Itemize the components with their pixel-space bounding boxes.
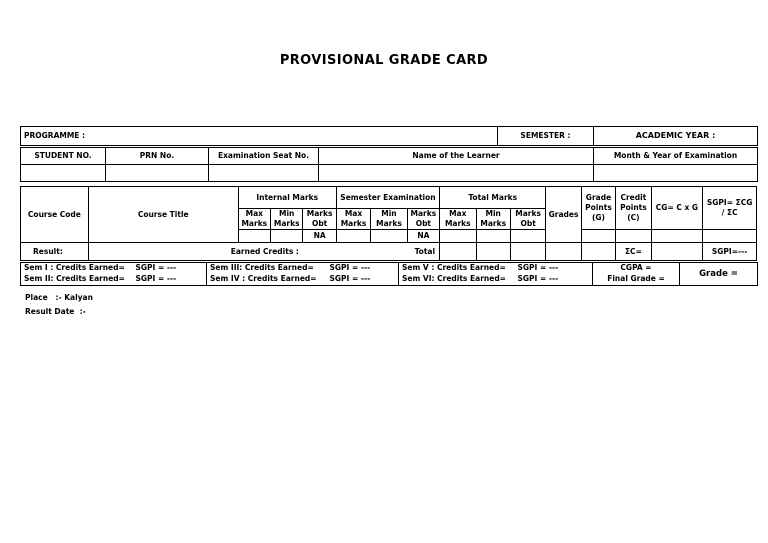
result-date-label: Result Date :- bbox=[25, 307, 86, 316]
internal-max-marks: Max Marks bbox=[238, 209, 270, 230]
month-year-value bbox=[594, 165, 758, 182]
total-cell-2 bbox=[476, 243, 510, 261]
student-info-table bbox=[20, 147, 758, 182]
semester-min-value bbox=[371, 230, 407, 243]
sem3-sgpi: SGPI = --- bbox=[327, 263, 399, 274]
sum-c-label: ΣC= bbox=[616, 243, 651, 261]
seat-no-header: Examination Seat No. bbox=[209, 148, 319, 165]
semester-na: NA bbox=[407, 230, 439, 243]
sem2-credits: Sem II: Credits Earned= bbox=[21, 274, 133, 286]
final-grade-label: Final Grade = bbox=[593, 274, 680, 286]
internal-min-value bbox=[271, 230, 303, 243]
credit-points-value bbox=[616, 230, 651, 243]
cg-value bbox=[651, 230, 703, 243]
grades-header: Grades bbox=[546, 187, 581, 243]
month-year-header: Month & Year of Examination bbox=[594, 148, 758, 165]
total-cell-1 bbox=[440, 243, 476, 261]
total-marks-header: Total Marks bbox=[440, 187, 546, 209]
grade-points-header: Grade Points (G) bbox=[581, 187, 615, 230]
sem2-sgpi: SGPI = --- bbox=[133, 274, 207, 286]
student-no-header: STUDENT NO. bbox=[21, 148, 106, 165]
seat-no-value bbox=[209, 165, 319, 182]
result-label: Result: bbox=[21, 243, 89, 261]
sum-cg-cell bbox=[651, 243, 703, 261]
semester-exam-header: Semester Examination bbox=[336, 187, 439, 209]
internal-na: NA bbox=[303, 230, 336, 243]
sem6-credits: Sem VI: Credits Earned= bbox=[399, 274, 515, 286]
course-title-header: Course Title bbox=[88, 187, 238, 243]
total-min-marks: Min Marks bbox=[476, 209, 510, 230]
learner-name-value bbox=[319, 165, 594, 182]
total-cell-3 bbox=[510, 243, 545, 261]
page-title: PROVISIONAL GRADE CARD bbox=[279, 53, 489, 68]
sem6-sgpi: SGPI = --- bbox=[515, 274, 593, 286]
course-code-header: Course Code bbox=[21, 187, 89, 243]
semester-max-value bbox=[336, 230, 370, 243]
total-cell-5 bbox=[581, 243, 615, 261]
sgpi-value: SGPI=--- bbox=[703, 243, 757, 261]
programme-row bbox=[20, 126, 758, 146]
total-max-marks: Max Marks bbox=[440, 209, 476, 230]
prn-no-value bbox=[106, 165, 209, 182]
total-obt-value bbox=[510, 230, 545, 243]
internal-marks-obt: Marks Obt bbox=[303, 209, 336, 230]
total-label: Total bbox=[303, 243, 440, 261]
internal-min-marks: Min Marks bbox=[271, 209, 303, 230]
sem4-credits: Sem IV : Credits Earned= bbox=[207, 274, 327, 286]
grade-points-value bbox=[581, 230, 615, 243]
sem1-credits: Sem I : Credits Earned= bbox=[21, 263, 133, 274]
total-cell-4 bbox=[546, 243, 581, 261]
semester-min-marks: Min Marks bbox=[371, 209, 407, 230]
semester-label: SEMESTER : bbox=[498, 127, 594, 146]
cgpa-label: CGPA = bbox=[593, 263, 680, 274]
total-min-value bbox=[476, 230, 510, 243]
sgpi-header: SGPI= ΣCG / ΣC bbox=[703, 187, 757, 230]
sem1-sgpi: SGPI = --- bbox=[133, 263, 207, 274]
sem3-credits: Sem III: Credits Earned= bbox=[207, 263, 327, 274]
programme-label: PROGRAMME : bbox=[21, 127, 498, 146]
earned-credits-label: Earned Credits : bbox=[88, 243, 303, 261]
sem5-credits: Sem V : Credits Earned= bbox=[399, 263, 515, 274]
semester-marks-obt: Marks Obt bbox=[407, 209, 439, 230]
student-no-value bbox=[21, 165, 106, 182]
internal-max-value bbox=[238, 230, 270, 243]
credit-points-header: Credit Points (C) bbox=[616, 187, 651, 230]
prn-no-header: PRN No. bbox=[106, 148, 209, 165]
grade-label: Grade = bbox=[680, 263, 758, 286]
academic-year-label: ACADEMIC YEAR : bbox=[594, 127, 758, 146]
sgpi-cell bbox=[703, 230, 757, 243]
place-label: Place :- Kalyan bbox=[25, 293, 93, 302]
total-max-value bbox=[440, 230, 476, 243]
sem5-sgpi: SGPI = --- bbox=[515, 263, 593, 274]
grades-table bbox=[20, 186, 757, 261]
learner-name-header: Name of the Learner bbox=[319, 148, 594, 165]
cg-header: CG= C x G bbox=[651, 187, 703, 230]
internal-marks-header: Internal Marks bbox=[238, 187, 336, 209]
semester-max-marks: Max Marks bbox=[336, 209, 370, 230]
total-marks-obt: Marks Obt bbox=[510, 209, 545, 230]
sem4-sgpi: SGPI = --- bbox=[327, 274, 399, 286]
semester-summary-table bbox=[20, 262, 758, 286]
